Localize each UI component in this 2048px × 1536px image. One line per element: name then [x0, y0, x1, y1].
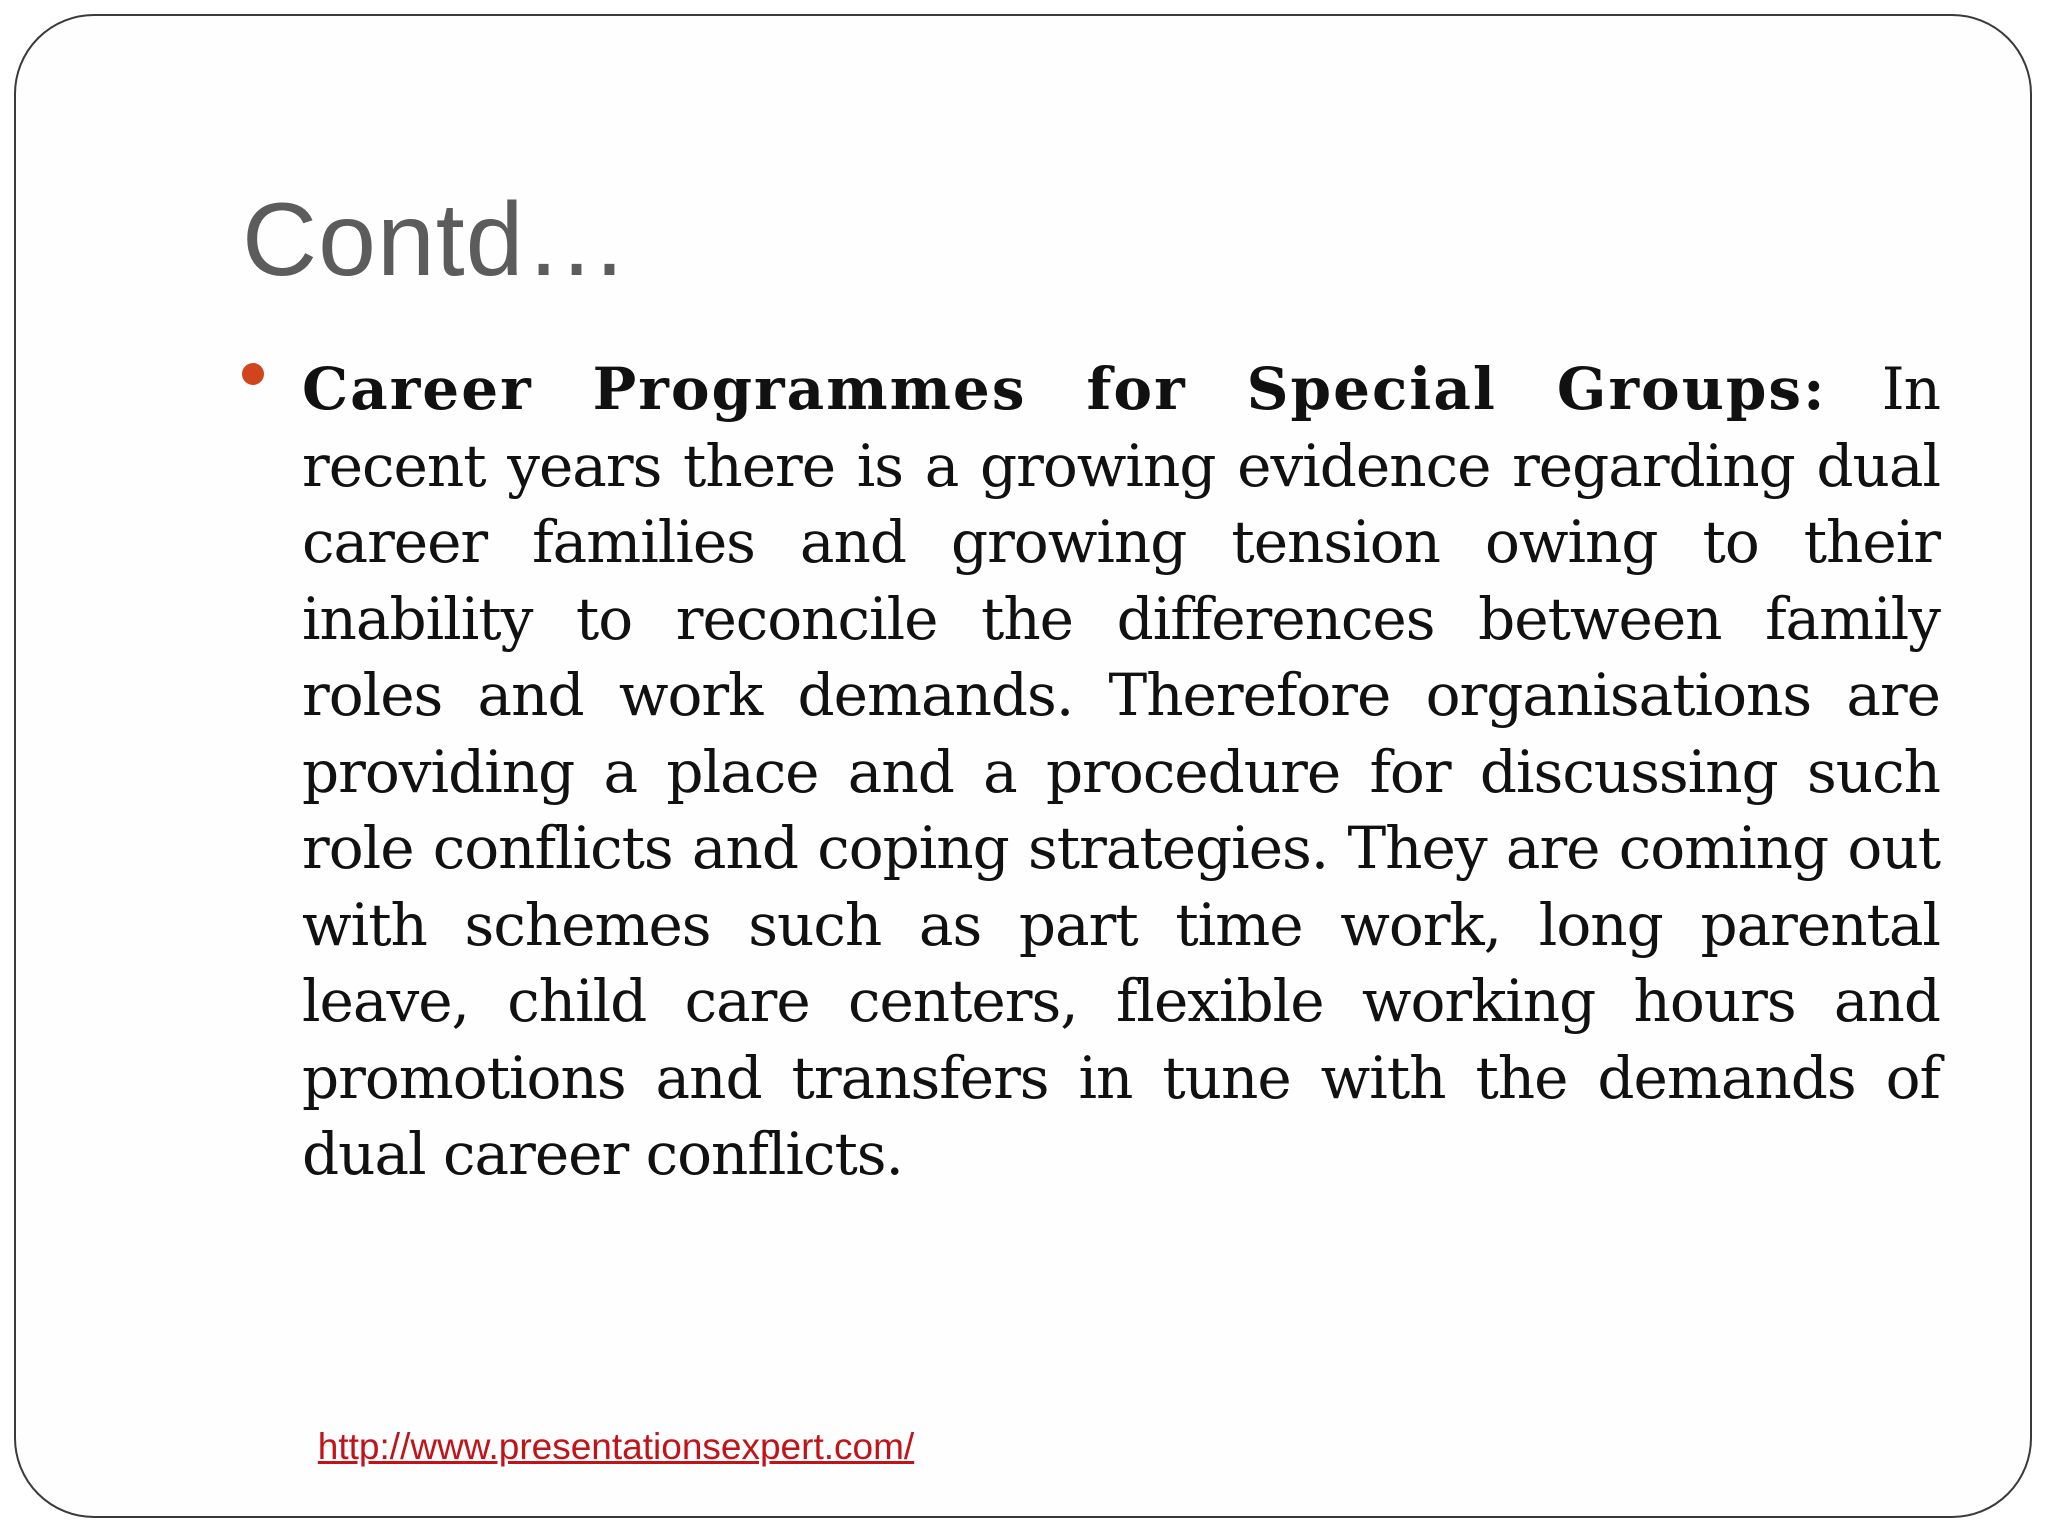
bullet-body: In recent years there is a growing evidence regarding dual career families and growing tension owing to their inability to reconcile the differences between family roles and work demands. Therefore organisations are providing a place and a procedure for discussing such role conflicts and coping strategies. They are coming out with schemes such as part time work, long parental leave, child care centers, flexible working hours and promotions and transfers in tune with the demands of dual career conflicts. [302, 355, 1940, 1188]
bullet-dot-icon [242, 363, 264, 385]
bullet-heading: Career Programmes for Special Groups: [302, 355, 1827, 423]
bullet-paragraph [302, 351, 1940, 1193]
footer-website-link[interactable]: http://www.presentationsexpert.com/ [317, 1426, 915, 1467]
slide-title: Contd… [242, 182, 630, 298]
slide-frame [14, 14, 2032, 1518]
